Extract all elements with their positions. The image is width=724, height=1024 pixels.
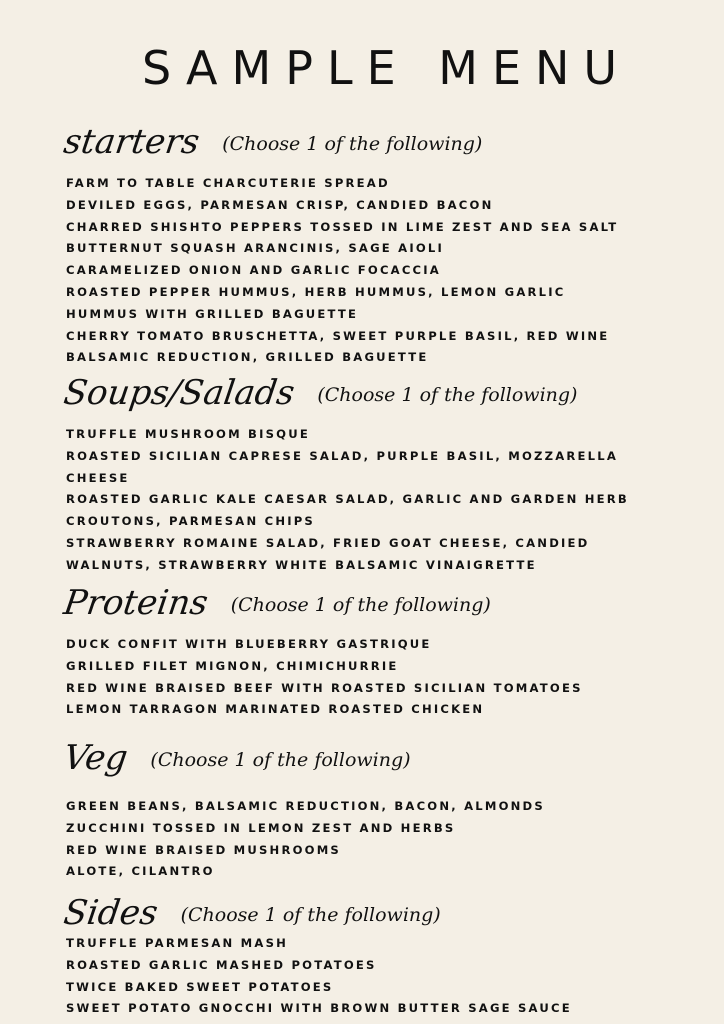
sides-list <box>66 933 686 1020</box>
veg-list <box>66 796 686 883</box>
list-item: RED WINE BRAISED MUSHROOMS <box>66 842 341 857</box>
list-item: DUCK CONFIT WITH BLUEBERRY GASTRIQUE <box>66 637 432 651</box>
section-header-veg <box>61 738 411 778</box>
list-item: LEMON TARRAGON MARINATED ROASTED CHICKEN <box>66 702 485 717</box>
section-title: Soups/Salads <box>61 373 298 413</box>
list-item: RED WINE BRAISED BEEF WITH ROASTED SICILIAN TOMATOES <box>66 680 583 695</box>
section-note: (Choose 1 of the following) <box>180 904 441 926</box>
section-note: (Choose 1 of the following) <box>230 594 491 616</box>
list-item: CROUTONS, PARMESAN CHIPS <box>66 514 315 529</box>
list-item: GREEN BEANS, BALSAMIC REDUCTION, BACON, ALMONDS <box>66 799 545 813</box>
list-item: BALSAMIC REDUCTION, GRILLED BAGUETTE <box>66 350 429 365</box>
list-item: GRILLED FILET MIGNON, CHIMICHURRIE <box>66 658 399 673</box>
section-note: (Choose 1 of the following) <box>317 384 578 406</box>
list-item: BUTTERNUT SQUASH ARANCINIS, SAGE AIOLI <box>66 241 445 256</box>
section-title: Proteins <box>61 583 211 623</box>
list-item: HUMMUS WITH GRILLED BAGUETTE <box>66 306 359 321</box>
section-header-proteins <box>61 583 491 623</box>
menu-title: SAMPLE MENU <box>142 41 632 95</box>
list-item: CHEESE <box>66 470 130 485</box>
section-title: Sides <box>61 893 161 933</box>
section-note: (Choose 1 of the following) <box>150 749 411 771</box>
section-note: (Choose 1 of the following) <box>222 133 483 155</box>
list-item: DEVILED EGGS, PARMESAN CRISP, CANDIED BACON <box>66 197 494 212</box>
proteins-list <box>66 634 686 721</box>
section-title: starters <box>61 122 202 162</box>
list-item: ROASTED SICILIAN CAPRESE SALAD, PURPLE BASIL, MOZZARELLA <box>66 448 619 463</box>
list-item: TRUFFLE PARMESAN MASH <box>66 936 289 950</box>
list-item: SWEET POTATO GNOCCHI WITH BROWN BUTTER SAGE SAUCE <box>66 1001 572 1016</box>
list-item: TWICE BAKED SWEET POTATOES <box>66 979 334 994</box>
list-item: CHARRED SHISHTO PEPPERS TOSSED IN LIME ZEST AND SEA SALT <box>66 219 619 234</box>
section-title: Veg <box>61 738 131 778</box>
soups-salads-list <box>66 424 686 577</box>
list-item: STRAWBERRY ROMAINE SALAD, FRIED GOAT CHEESE, CANDIED <box>66 535 590 550</box>
list-item: ROASTED GARLIC MASHED POTATOES <box>66 957 377 972</box>
list-item: ZUCCHINI TOSSED IN LEMON ZEST AND HERBS <box>66 820 456 835</box>
list-item: ALOTE, CILANTRO <box>66 864 215 879</box>
list-item: TRUFFLE MUSHROOM BISQUE <box>66 427 310 441</box>
list-item: WALNUTS, STRAWBERRY WHITE BALSAMIC VINAIGRETTE <box>66 557 537 572</box>
list-item: CARAMELIZED ONION AND GARLIC FOCACCIA <box>66 263 441 278</box>
list-item: ROASTED PEPPER HUMMUS, HERB HUMMUS, LEMON GARLIC <box>66 284 566 299</box>
list-item: ROASTED GARLIC KALE CAESAR SALAD, GARLIC AND GARDEN HERB <box>66 492 629 507</box>
starters-list <box>66 173 686 369</box>
list-item: FARM TO TABLE CHARCUTERIE SPREAD <box>66 176 390 190</box>
list-item: CHERRY TOMATO BRUSCHETTA, SWEET PURPLE BASIL, RED WINE <box>66 328 610 343</box>
section-header-soups-salads <box>61 373 578 413</box>
section-header-starters <box>61 122 483 162</box>
section-header-sides <box>61 893 441 933</box>
